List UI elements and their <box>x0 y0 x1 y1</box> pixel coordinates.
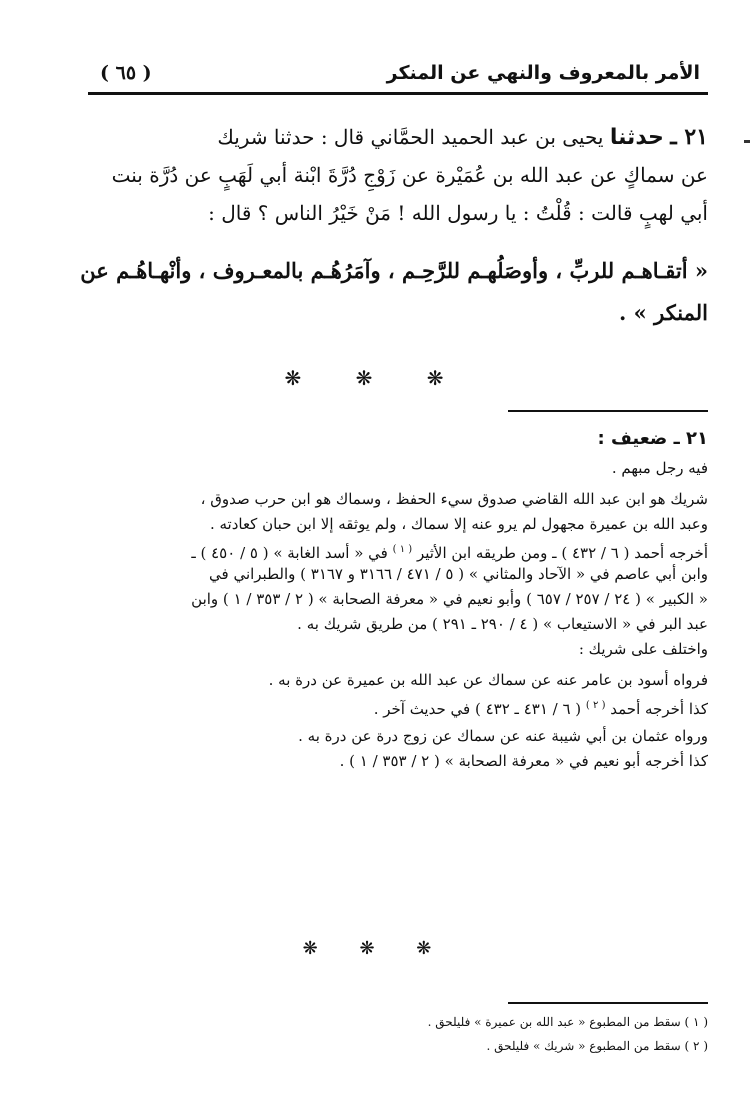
matn-line: المنكر » . <box>619 300 708 325</box>
commentary-line: فرواه أسود بن عامر عنه عن سماك عن عبد الله بن عميرة عن درة به . <box>268 671 708 689</box>
hadith-block <box>80 118 708 334</box>
commentary-heading: ٢١ ـ ضعيف : <box>597 428 708 449</box>
commentary-line: شريك هو ابن عبد الله القاضي صدوق سيء الحفظ ، وسماك هو ابن حرب صدوق ، <box>200 490 708 508</box>
hadith-isnad-line: عن سماكٍ عن عبد الله بن عُمَيْرة عن زَوْجِ دُرَّةَ ابْنة أبي لَهَبٍ عن دُرَّة بنت <box>111 163 708 187</box>
hadith-number: ٢١ ـ <box>670 124 708 150</box>
commentary-text: في « أسد الغابة » ( ٥ / ٤٥٠ ) ـ <box>191 544 393 562</box>
commentary-line: واختلف على شريك : <box>578 640 708 658</box>
commentary-text: ( ٦ / ٤٣١ ـ ٤٣٢ ) في حديث آخر . <box>373 700 586 718</box>
commentary-line: وعبد الله بن عميرة مجهول لم يرو عنه إلا سماك ، ولم يوثقه إلا ابن حبان كعادته . <box>209 515 708 533</box>
hadith-matn <box>80 250 708 334</box>
running-header <box>88 58 708 94</box>
margin-mark <box>744 140 750 143</box>
commentary-line: وابن أبي عاصم في « الآحاد والمثاني » ( ٥ / ٤٧١ / ٣١٦٦ و ٣١٦٧ ) والطبراني في <box>209 565 708 583</box>
commentary-text: أخرجه أحمد ( ٦ / ٤٣٢ ) ـ ومن طريقه ابن الأثير <box>416 544 708 562</box>
footnote-rule <box>508 1002 708 1004</box>
footnote: ( ٢ ) سقط من المطبوع « شريك » فليلحق . <box>486 1039 708 1053</box>
footnotes <box>300 1010 708 1058</box>
commentary-line: ورواه عثمان بن أبي شيبة عنه عن سماك عن زوج درة عن درة به . <box>298 727 708 745</box>
header-title: الأمر بالمعروف والنهي عن المنكر <box>386 62 700 84</box>
footnote-ref: ( ٢ ) <box>585 700 606 711</box>
page-number: ( ٦٥ ) <box>100 62 152 84</box>
commentary-line: عبد البر في « الاستيعاب » ( ٤ / ٢٩٠ ـ ٢٩١ ) من طريق شريك به . <box>297 615 708 633</box>
footnote-ref: ( ١ ) <box>392 544 413 555</box>
hadith-keyword: حدثنا <box>609 125 664 150</box>
header-rule <box>88 92 708 95</box>
commentary-line <box>88 693 708 718</box>
matn-line: « أتقـاهـم للربِّ ، وأوصَلُهـم للرَّحِـم ، وآمَرُهُـم بالمعـروف ، وأنْهـاهُـم عن <box>80 258 708 283</box>
commentary-line <box>88 537 708 562</box>
hadith-isnad-line <box>80 118 708 156</box>
footnote: ( ١ ) سقط من المطبوع « عبد الله بن عميرة » فليلحق . <box>427 1015 708 1029</box>
commentary-rule <box>508 410 708 412</box>
commentary-block <box>88 424 708 774</box>
commentary-text: كذا أخرجه أحمد <box>610 700 708 718</box>
section-separator: ❋ ❋ ❋ <box>284 366 468 390</box>
commentary-line: كذا أخرجه أبو نعيم في « معرفة الصحابة » ( ٢ / ٣٥٣ / ١ ) . <box>339 752 708 770</box>
end-separator: ❋ ❋ ❋ <box>302 938 450 959</box>
commentary-line: فيه رجل مبهم . <box>611 459 708 477</box>
hadith-isnad-line: أبي لهبٍ قالت : قُلْتُ : يا رسول الله ! مَنْ خَيْرُ الناس ؟ قال : <box>208 201 708 225</box>
hadith-isnad-text: يحيى بن عبد الحميد الحمَّاني قال : حدثنا شريك <box>217 125 610 149</box>
commentary-line: « الكبير » ( ٢٤ / ٢٥٧ / ٦٥٧ ) وأبو نعيم في « معرفة الصحابة » ( ٢ / ٣٥٣ / ١ ) وابن <box>191 590 708 608</box>
